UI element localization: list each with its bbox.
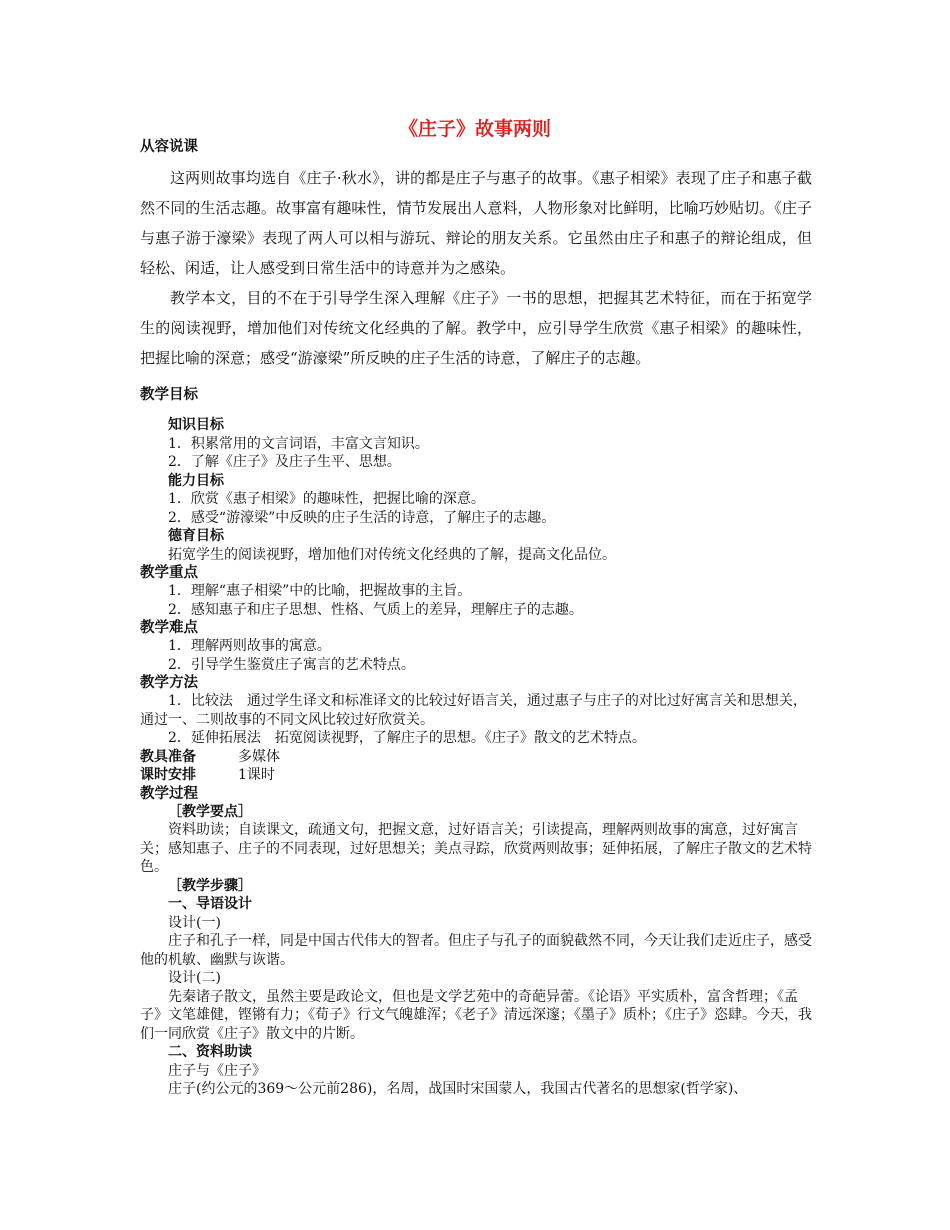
tools-row (140, 748, 812, 767)
process-points-text: 资料助读；自读课文，疏通文句，把握文意，过好语言关；引读提高，理解两则故事的寓意，过好寓言关；感知惠子、庄子的不同表现，过好思想关；美点寻踪，欣赏两则故事；延伸拓展，了解庄子散文的艺术特色。 (140, 822, 812, 875)
material-title: 庄子与《庄子》 (168, 1062, 266, 1079)
section-heading-difficulties: 教学难点 (140, 619, 198, 636)
knowledge-item-1: 1．积累常用的文言词语，丰富文言知识。 (168, 435, 429, 452)
section-heading-keypoints: 教学重点 (140, 564, 198, 581)
intro-paragraph-2: 教学本文，目的不在于引导学生深入理解《庄子》一书的思想，把握其艺术特征，而在于拓宽学生的阅读视野，增加他们对传统文化经典的了解。教学中，应引导学生欣赏《惠子相梁》的趣味性，把握比喻的深意；感受“游濠梁”所反映的庄子生活的诗意，了解庄子的志趣。 (140, 289, 812, 367)
difficulty-item-2: 2．引导学生鉴赏庄子寓言的艺术特点。 (168, 656, 415, 673)
knowledge-item-2: 2．了解《庄子》及庄子生平、思想。 (168, 454, 401, 470)
method-item-2: 2．延伸拓展法 拓宽阅读视野，了解庄子的思想。《庄子》散文的艺术特点。 (168, 730, 646, 746)
subheading-ability: 能力目标 (168, 472, 224, 489)
material-text: 庄子(约公元的369～公元前286)，名周，战国时宋国蒙人，我国古代著名的思想家(哲学家)、 (168, 1081, 748, 1097)
intro-section (140, 163, 812, 373)
schedule-row (140, 766, 812, 785)
section-heading-process: 教学过程 (140, 784, 198, 802)
method-item-1: 1．比较法 通过学生译文和标准译文的比较过好语言关，通过惠子与庄子的对比过好寓言关和思想关，通过一、二则故事的不同文风比较过好欣赏关。 (140, 693, 807, 728)
schedule-label: 课时安排 (140, 767, 196, 783)
keypoint-item-1: 1．理解“惠子相梁”中的比喻，把握故事的主旨。 (168, 583, 472, 599)
ability-item-1: 1．欣赏《惠子相梁》的趣味性，把握比喻的深意。 (168, 491, 485, 507)
tools-label: 教具准备 (140, 748, 196, 765)
intro-paragraph-1: 这两则故事均选自《庄子·秋水》，讲的都是庄子与惠子的故事。《惠子相梁》表现了庄子和惠子截然不同的生活志趣。故事富有趣味性，情节发展出人意料，人物形象对比鲜明，比喻巧妙贴切。《庄子与惠子游于濠梁》表现了两人可以相与游玩、辩论的朋友关系。它虽然由庄子和惠子的辩论组成，但轻松、闲适，让人感受到日常生活中的诗意并为之感染。 (140, 169, 812, 277)
tools-value: 多媒体 (238, 748, 280, 765)
design-1-label: 设计(一) (168, 914, 221, 931)
section-heading-methods: 教学方法 (140, 674, 198, 691)
step-heading-intro-design: 一、导语设计 (168, 896, 252, 912)
design-2-text: 先秦诸子散文，虽然主要是政论文，但也是文学艺苑中的奇葩异蕾。《论语》平实质朴，富含哲理；《孟子》文笔雄健，铿锵有力；《荀子》行文气魄雄浑；《老子》清远深邃；《墨子》质朴；《庄子》恣肆。今天，我们一同欣赏《庄子》散文中的片断。 (140, 988, 812, 1042)
process-points-label: ［教学要点］ (168, 803, 252, 820)
ability-item-2: 2．感受“游濠梁”中反映的庄子生活的诗意，了解庄子的志趣。 (168, 509, 556, 526)
design-1-text: 庄子和孔子一样，同是中国古代伟大的智者。但庄子与孔子的面貌截然不同，今天让我们走近庄子，感受他的机敏、幽默与诙谐。 (140, 933, 812, 968)
section-heading-goals: 教学目标 (140, 386, 198, 403)
keypoint-item-2: 2．感知惠子和庄子思想、性格、气质上的差异，理解庄子的志趣。 (168, 601, 583, 618)
goals-section (140, 416, 812, 1099)
design-2-label: 设计(二) (168, 970, 221, 986)
difficulty-item-1: 1．理解两则故事的寓意。 (168, 638, 331, 654)
subheading-moral: 德育目标 (168, 528, 224, 544)
subheading-knowledge: 知识目标 (168, 417, 224, 433)
schedule-value: 1课时 (238, 767, 275, 783)
document-title: 《庄子》故事两则 (398, 118, 551, 140)
step-heading-materials: 二、资料助读 (168, 1044, 252, 1060)
process-steps-label: ［教学步骤］ (168, 877, 252, 894)
section-heading-intro: 从容说课 (140, 138, 198, 155)
moral-item: 拓宽学生的阅读视野，增加他们对传统文化经典的了解，提高文化品位。 (168, 546, 616, 563)
